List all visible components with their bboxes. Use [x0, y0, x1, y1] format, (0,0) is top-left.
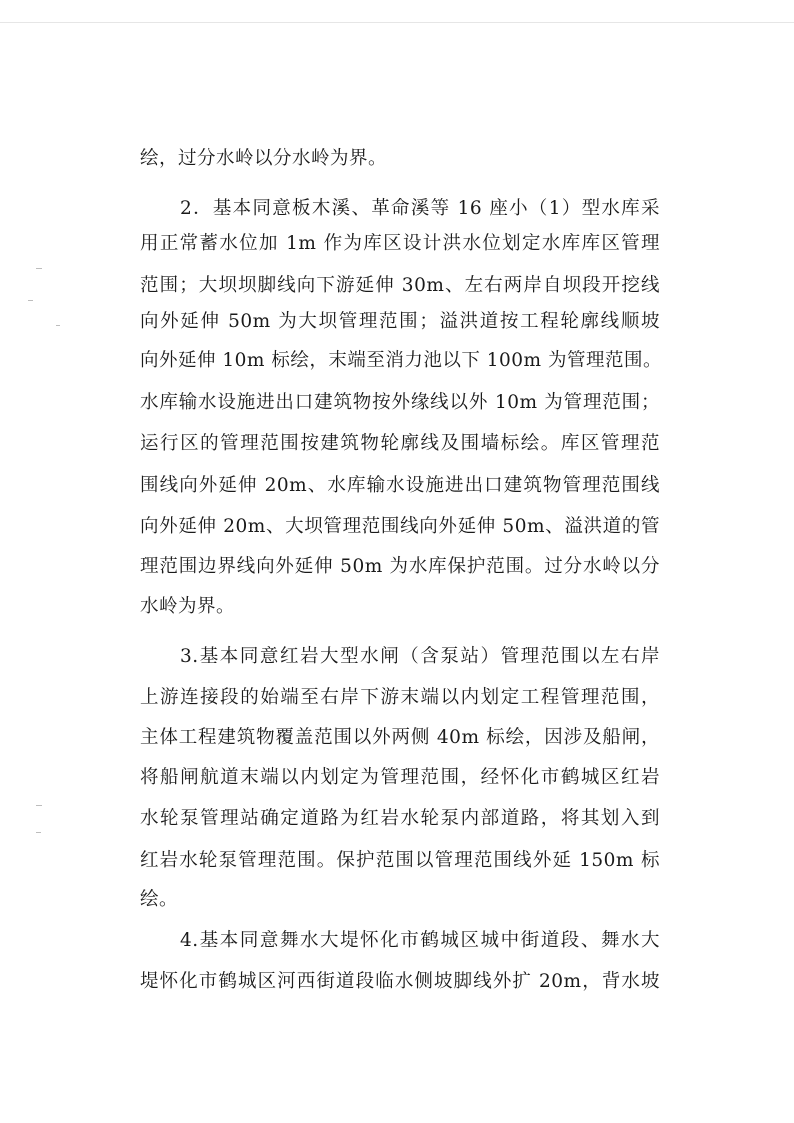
paragraph-2-line: 水库输水设施进出口建筑物按外缘线以外 10m 为管理范围；	[140, 392, 660, 413]
paragraph-3-line: 主体工程建筑物覆盖范围以外两侧 40m 标绘，因涉及船闸，	[140, 727, 660, 748]
paragraph-2-line: 运行区的管理范围按建筑物轮廓线及围墙标绘。库区管理范	[140, 433, 660, 454]
paragraph-3-line: 水轮泵管理站确定道路为红岩水轮泵内部道路，将其划入到	[140, 808, 660, 829]
paragraph-2-line: 围线向外延伸 20m、水库输水设施进出口建筑物管理范围线	[140, 475, 660, 496]
paragraph-2-line: 水岭为界。	[140, 596, 236, 617]
paragraph-2-line: 向外延伸 20m、大坝管理范围线向外延伸 50m、溢洪道的管	[140, 516, 660, 537]
paragraph-2-line: 向外延伸 50m 为大坝管理范围；溢洪道按工程轮廓线顺坡	[140, 311, 660, 332]
page-top-edge	[0, 22, 794, 23]
paragraph-3-line: 绘。	[140, 889, 179, 910]
paragraph-3-line: 将船闸航道末端以内划定为管理范围，经怀化市鹤城区红岩	[140, 767, 660, 788]
scan-mark	[36, 805, 42, 806]
scan-mark	[36, 832, 41, 833]
scan-mark	[36, 268, 42, 269]
paragraph-2-line: 理范围边界线向外延伸 50m 为水库保护范围。过分水岭以分	[140, 556, 660, 577]
paragraph-2-line: 范围；大坝坝脚线向下游延伸 30m、左右两岸自坝段开挖线	[140, 275, 660, 296]
paragraph-4-line: 堤怀化市鹤城区河西街道段临水侧坡脚线外扩 20m，背水坡	[140, 971, 660, 992]
paragraph-2-line: 用正常蓄水位加 1m 作为库区设计洪水位划定水库库区管理	[140, 233, 660, 254]
paragraph-4-line: 4.基本同意舞水大堤怀化市鹤城区城中街道段、舞水大	[180, 930, 660, 951]
scan-mark	[28, 300, 33, 301]
text-line: 绘，过分水岭以分水岭为界。	[140, 148, 388, 169]
paragraph-3-line: 上游连接段的始端至右岸下游末端以内划定工程管理范围，	[140, 687, 660, 708]
paragraph-2-line: 向外延伸 10m 标绘，末端至消力池以下 100m 为管理范围。	[140, 350, 662, 371]
paragraph-2-line: 2．基本同意板木溪、革命溪等 16 座小（1）型水库采	[180, 198, 660, 219]
scan-mark	[56, 325, 60, 326]
paragraph-3-line: 红岩水轮泵管理范围。保护范围以管理范围线外延 150m 标	[140, 850, 660, 871]
paragraph-3-line: 3.基本同意红岩大型水闸（含泵站）管理范围以左右岸	[180, 646, 660, 667]
